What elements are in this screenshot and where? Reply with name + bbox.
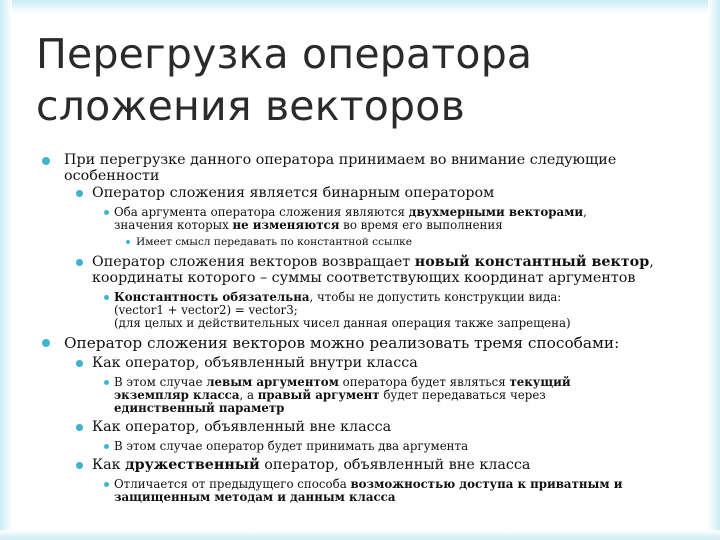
list-item: Как оператор, объявленный внутри класса	[30, 355, 670, 371]
bullet-icon	[76, 424, 83, 431]
list-item: Оба аргумента оператора сложения являются двухмерными векторами, значения которых не изменяются во время его выполнения	[30, 206, 670, 232]
bullet-icon	[76, 360, 83, 367]
list-item: Как дружественный оператор, объявленный вне класса	[30, 457, 670, 473]
bullet-icon	[76, 259, 83, 266]
bullet-icon	[76, 190, 83, 197]
bullet-icon	[104, 380, 109, 385]
list-item: Оператор сложения векторов возвращает новый константный вектор, координаты которого – суммы соответствующих координат аргументов	[30, 254, 670, 286]
list-item: В этом случае левым аргументом оператора будет являться текущий экземпляр класса, а правый аргумент будет передаваться через единственный параметр	[30, 376, 670, 415]
bullet-icon	[126, 240, 130, 244]
frame-top	[0, 0, 720, 14]
frame-right	[708, 0, 720, 540]
title-line-1: Перегрузка оператора	[36, 30, 533, 78]
slide-title	[36, 28, 676, 132]
frame-left	[0, 0, 12, 540]
bullet-icon	[104, 444, 109, 449]
bullet-icon	[104, 482, 109, 487]
list-item: Константность обязательна, чтобы не допустить конструкции вида: (vector1 + vector2) = vector3; (для целых и действительных чисел данная операция также запрещена)	[30, 291, 670, 330]
frame-bottom	[0, 530, 720, 540]
list-item: Оператор сложения векторов можно реализовать тремя способами:	[30, 334, 670, 352]
bullet-icon	[42, 157, 50, 165]
bullet-icon	[104, 295, 109, 300]
list-item: Отличается от предыдущего способа возможностью доступа к приватным и защищенным методам и данным класса	[30, 478, 670, 504]
bullet-list	[30, 152, 670, 508]
bullet-icon	[76, 462, 83, 469]
list-item: В этом случае оператор будет принимать два аргумента	[30, 440, 670, 453]
list-item: При перегрузке данного оператора принимаем во внимание следующие особенности	[30, 152, 670, 184]
list-item: Как оператор, объявленный вне класса	[30, 419, 670, 435]
bullet-icon	[42, 339, 50, 347]
title-line-2: сложения векторов	[36, 82, 465, 130]
list-item: Оператор сложения является бинарным оператором	[30, 185, 670, 201]
bullet-icon	[104, 210, 109, 215]
list-item: Имеет смысл передавать по константной ссылке	[30, 236, 670, 248]
